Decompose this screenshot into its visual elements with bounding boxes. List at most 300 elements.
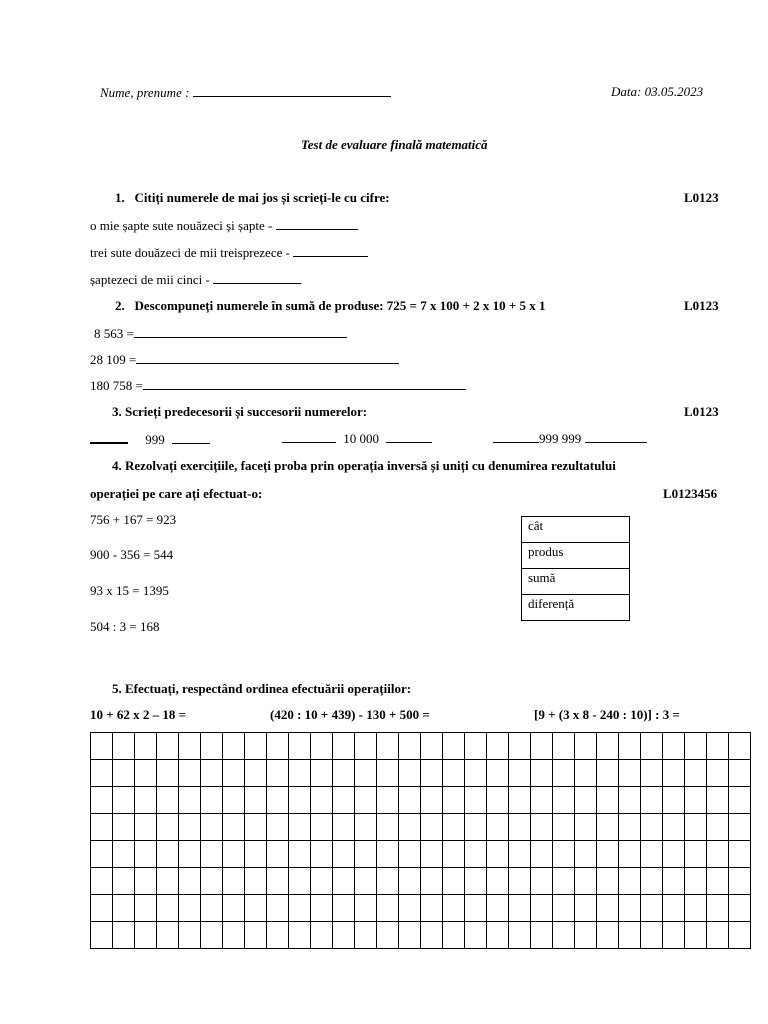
q1-number: 1.	[115, 190, 125, 205]
grid-cell[interactable]	[355, 841, 377, 868]
grid-cell[interactable]	[311, 868, 333, 895]
grid-cell[interactable]	[619, 841, 641, 868]
grid-cell[interactable]	[179, 733, 201, 760]
grid-cell[interactable]	[399, 895, 421, 922]
grid-cell[interactable]	[553, 895, 575, 922]
answer-blank[interactable]	[134, 325, 347, 338]
grid-cell[interactable]	[487, 841, 509, 868]
grid-cell[interactable]	[223, 787, 245, 814]
grid-cell[interactable]	[113, 868, 135, 895]
grid-cell[interactable]	[91, 814, 113, 841]
grid-cell[interactable]	[377, 733, 399, 760]
grid-cell[interactable]	[575, 922, 597, 949]
grid-cell[interactable]	[289, 787, 311, 814]
grid-cell[interactable]	[619, 733, 641, 760]
grid-cell[interactable]	[245, 787, 267, 814]
grid-cell[interactable]	[399, 922, 421, 949]
grid-cell[interactable]	[641, 760, 663, 787]
result-name-cat[interactable]: cât	[522, 517, 630, 543]
grid-cell[interactable]	[443, 868, 465, 895]
grid-cell[interactable]	[333, 787, 355, 814]
q4-code: L0123456	[663, 486, 718, 501]
grid-cell[interactable]	[443, 760, 465, 787]
grid-cell[interactable]	[355, 733, 377, 760]
work-grid[interactable]	[90, 732, 751, 949]
successor-blank[interactable]	[585, 430, 647, 443]
grid-cell[interactable]	[685, 733, 707, 760]
grid-cell[interactable]	[377, 868, 399, 895]
grid-cell[interactable]	[223, 814, 245, 841]
grid-cell[interactable]	[157, 868, 179, 895]
grid-cell[interactable]	[355, 760, 377, 787]
grid-cell[interactable]	[663, 787, 685, 814]
grid-row	[91, 814, 751, 841]
grid-cell[interactable]	[201, 841, 223, 868]
grid-cell[interactable]	[267, 760, 289, 787]
grid-cell[interactable]	[685, 760, 707, 787]
grid-cell[interactable]	[377, 814, 399, 841]
grid-cell[interactable]	[685, 787, 707, 814]
grid-cell[interactable]	[663, 814, 685, 841]
grid-cell[interactable]	[355, 787, 377, 814]
grid-cell[interactable]	[553, 760, 575, 787]
grid-cell[interactable]	[421, 895, 443, 922]
grid-cell[interactable]	[135, 841, 157, 868]
q3-code: L0123	[684, 404, 719, 419]
grid-cell[interactable]	[597, 814, 619, 841]
q5-expression-2: (420 : 10 + 439) - 130 + 500 =	[270, 707, 430, 722]
name-label: Nume, prenume :	[100, 85, 190, 100]
grid-cell[interactable]	[245, 733, 267, 760]
grid-cell[interactable]	[575, 895, 597, 922]
grid-cell[interactable]	[289, 841, 311, 868]
q1-item-3: șaptezeci de mii cinci -	[90, 271, 301, 288]
q3-row-1: 999	[90, 430, 210, 448]
grid-cell[interactable]	[487, 733, 509, 760]
q2-item-2: 28 109 =	[90, 351, 399, 368]
grid-cell[interactable]	[707, 868, 729, 895]
grid-cell[interactable]	[553, 733, 575, 760]
q4-heading-line1: 4. Rezolvați exercițiile, faceți proba prin operația inversă și uniți cu denumirea rezultatului	[112, 458, 616, 473]
grid-cell[interactable]	[575, 814, 597, 841]
grid-cell[interactable]	[487, 868, 509, 895]
grid-cell[interactable]	[245, 841, 267, 868]
grid-cell[interactable]	[663, 868, 685, 895]
grid-cell[interactable]	[619, 868, 641, 895]
grid-cell[interactable]	[421, 760, 443, 787]
grid-cell[interactable]	[597, 895, 619, 922]
grid-cell[interactable]	[289, 922, 311, 949]
grid-cell[interactable]	[597, 760, 619, 787]
answer-blank[interactable]	[213, 271, 301, 284]
grid-cell[interactable]	[91, 895, 113, 922]
grid-cell[interactable]	[289, 733, 311, 760]
grid-cell[interactable]	[465, 760, 487, 787]
grid-cell[interactable]	[135, 814, 157, 841]
grid-cell[interactable]	[729, 760, 751, 787]
grid-cell[interactable]	[619, 787, 641, 814]
grid-cell[interactable]	[157, 895, 179, 922]
grid-cell[interactable]	[663, 760, 685, 787]
predecessor-blank[interactable]	[90, 430, 128, 444]
grid-row	[91, 841, 751, 868]
grid-cell[interactable]	[707, 922, 729, 949]
grid-cell[interactable]	[663, 922, 685, 949]
grid-cell[interactable]	[113, 841, 135, 868]
grid-cell[interactable]	[663, 733, 685, 760]
grid-cell[interactable]	[333, 760, 355, 787]
grid-cell[interactable]	[311, 760, 333, 787]
q5-expression-3: [9 + (3 x 8 - 240 : 10)] : 3 =	[534, 707, 680, 722]
grid-cell[interactable]	[91, 733, 113, 760]
grid-cell[interactable]	[729, 841, 751, 868]
grid-cell[interactable]	[707, 841, 729, 868]
grid-cell[interactable]	[575, 733, 597, 760]
grid-cell[interactable]	[355, 922, 377, 949]
grid-cell[interactable]	[113, 733, 135, 760]
grid-cell[interactable]	[487, 895, 509, 922]
grid-cell[interactable]	[311, 787, 333, 814]
grid-cell[interactable]	[355, 895, 377, 922]
grid-row	[91, 733, 751, 760]
q4-equation-4: 504 : 3 = 168	[90, 619, 160, 634]
grid-row	[91, 922, 751, 949]
q1-heading-text: Citiți numerele de mai jos și scrieți-le cu cifre:	[134, 190, 390, 205]
q3-row-2: 10 000	[282, 430, 432, 447]
grid-cell[interactable]	[223, 922, 245, 949]
grid-cell[interactable]	[707, 760, 729, 787]
grid-cell[interactable]	[575, 787, 597, 814]
grid-cell[interactable]	[421, 814, 443, 841]
grid-cell[interactable]	[135, 760, 157, 787]
grid-cell[interactable]	[201, 868, 223, 895]
grid-cell[interactable]	[509, 787, 531, 814]
grid-cell[interactable]	[729, 787, 751, 814]
grid-cell[interactable]	[289, 895, 311, 922]
result-name-suma[interactable]: sumă	[522, 569, 630, 595]
grid-cell[interactable]	[641, 922, 663, 949]
grid-cell[interactable]	[113, 787, 135, 814]
grid-cell[interactable]	[641, 868, 663, 895]
grid-cell[interactable]	[179, 787, 201, 814]
grid-cell[interactable]	[553, 868, 575, 895]
grid-cell[interactable]	[641, 895, 663, 922]
q2-heading	[115, 298, 546, 314]
grid-cell[interactable]	[531, 868, 553, 895]
grid-cell[interactable]	[245, 760, 267, 787]
grid-cell[interactable]	[685, 922, 707, 949]
q3-row-3: 999 999	[493, 430, 647, 447]
successor-blank[interactable]	[386, 430, 432, 443]
grid-cell[interactable]	[223, 733, 245, 760]
result-name-diferenta[interactable]: diferență	[522, 595, 630, 621]
grid-cell[interactable]	[267, 868, 289, 895]
grid-cell[interactable]	[531, 895, 553, 922]
grid-cell[interactable]	[509, 733, 531, 760]
grid-cell[interactable]	[531, 814, 553, 841]
grid-cell[interactable]	[729, 895, 751, 922]
q2-heading-text: Descompuneți numerele în sumă de produse: 725 = 7 x 100 + 2 x 10 + 5 x 1	[134, 298, 546, 313]
grid-cell[interactable]	[377, 787, 399, 814]
grid-cell[interactable]	[157, 841, 179, 868]
grid-cell[interactable]	[443, 787, 465, 814]
q4-equation-2: 900 - 356 = 544	[90, 547, 174, 562]
grid-cell[interactable]	[685, 868, 707, 895]
grid-cell[interactable]	[443, 922, 465, 949]
grid-cell[interactable]	[729, 814, 751, 841]
predecessor-blank[interactable]	[282, 430, 336, 443]
grid-cell[interactable]	[531, 922, 553, 949]
grid-cell[interactable]	[509, 841, 531, 868]
grid-cell[interactable]	[421, 787, 443, 814]
grid-cell[interactable]	[663, 841, 685, 868]
grid-cell[interactable]	[553, 922, 575, 949]
grid-cell[interactable]	[619, 760, 641, 787]
grid-cell[interactable]	[201, 895, 223, 922]
grid-cell[interactable]	[311, 895, 333, 922]
grid-cell[interactable]	[399, 841, 421, 868]
grid-cell[interactable]	[91, 868, 113, 895]
grid-cell[interactable]	[91, 922, 113, 949]
grid-cell[interactable]	[685, 814, 707, 841]
grid-cell[interactable]	[267, 733, 289, 760]
answer-blank[interactable]	[276, 217, 358, 230]
grid-cell[interactable]	[113, 814, 135, 841]
grid-cell[interactable]	[619, 814, 641, 841]
grid-cell[interactable]	[399, 814, 421, 841]
q2-item-3: 180 758 =	[90, 377, 466, 394]
grid-cell[interactable]	[707, 733, 729, 760]
grid-cell[interactable]	[597, 787, 619, 814]
grid-cell[interactable]	[311, 922, 333, 949]
grid-cell[interactable]	[135, 787, 157, 814]
grid-cell[interactable]	[179, 868, 201, 895]
grid-cell[interactable]	[179, 760, 201, 787]
grid-cell[interactable]	[201, 922, 223, 949]
grid-cell[interactable]	[289, 760, 311, 787]
grid-cell[interactable]	[421, 922, 443, 949]
grid-cell[interactable]	[619, 895, 641, 922]
grid-cell[interactable]	[223, 841, 245, 868]
grid-cell[interactable]	[311, 733, 333, 760]
grid-cell[interactable]	[245, 895, 267, 922]
grid-cell[interactable]	[465, 787, 487, 814]
grid-cell[interactable]	[377, 760, 399, 787]
grid-cell[interactable]	[201, 787, 223, 814]
grid-cell[interactable]	[465, 814, 487, 841]
grid-cell[interactable]	[355, 868, 377, 895]
grid-cell[interactable]	[641, 841, 663, 868]
grid-cell[interactable]	[245, 922, 267, 949]
grid-cell[interactable]	[553, 841, 575, 868]
grid-cell[interactable]	[597, 922, 619, 949]
grid-cell[interactable]	[685, 895, 707, 922]
grid-cell[interactable]	[729, 868, 751, 895]
predecessor-blank[interactable]	[493, 430, 539, 443]
grid-cell[interactable]	[641, 814, 663, 841]
q2-item-1: 8 563 =	[94, 325, 347, 342]
grid-cell[interactable]	[179, 895, 201, 922]
grid-cell[interactable]	[531, 733, 553, 760]
grid-cell[interactable]	[465, 868, 487, 895]
grid-cell[interactable]	[223, 760, 245, 787]
grid-cell[interactable]	[311, 814, 333, 841]
grid-cell[interactable]	[421, 841, 443, 868]
grid-cell[interactable]	[333, 922, 355, 949]
grid-cell[interactable]	[509, 814, 531, 841]
grid-cell[interactable]	[399, 868, 421, 895]
grid-cell[interactable]	[509, 868, 531, 895]
grid-cell[interactable]	[135, 733, 157, 760]
grid-cell[interactable]	[223, 868, 245, 895]
grid-cell[interactable]	[509, 895, 531, 922]
grid-cell[interactable]	[201, 760, 223, 787]
grid-cell[interactable]	[157, 814, 179, 841]
grid-cell[interactable]	[311, 841, 333, 868]
grid-cell[interactable]	[597, 868, 619, 895]
grid-cell[interactable]	[421, 733, 443, 760]
grid-cell[interactable]	[333, 814, 355, 841]
q1-code: L0123	[684, 190, 719, 205]
grid-cell[interactable]	[685, 841, 707, 868]
grid-cell[interactable]	[531, 841, 553, 868]
grid-cell[interactable]	[113, 760, 135, 787]
grid-cell[interactable]	[509, 760, 531, 787]
grid-cell[interactable]	[553, 787, 575, 814]
grid-cell[interactable]	[707, 895, 729, 922]
grid-cell[interactable]	[531, 787, 553, 814]
grid-cell[interactable]	[729, 922, 751, 949]
grid-cell[interactable]	[179, 814, 201, 841]
grid-cell[interactable]	[553, 814, 575, 841]
grid-cell[interactable]	[575, 760, 597, 787]
grid-cell[interactable]	[443, 895, 465, 922]
grid-cell[interactable]	[399, 787, 421, 814]
grid-cell[interactable]	[245, 814, 267, 841]
grid-cell[interactable]	[223, 895, 245, 922]
grid-cell[interactable]	[465, 733, 487, 760]
q5-heading: 5. Efectuați, respectând ordinea efectuării operațiilor:	[112, 681, 412, 696]
grid-cell[interactable]	[245, 868, 267, 895]
grid-cell[interactable]	[465, 841, 487, 868]
grid-cell[interactable]	[157, 733, 179, 760]
q3-heading: 3. Scrieți predecesorii și succesorii numerelor:	[112, 404, 368, 419]
grid-cell[interactable]	[179, 922, 201, 949]
grid-row	[91, 868, 751, 895]
grid-cell[interactable]	[465, 922, 487, 949]
grid-cell[interactable]	[641, 787, 663, 814]
grid-cell[interactable]	[157, 787, 179, 814]
grid-cell[interactable]	[267, 841, 289, 868]
test-title: Test de evaluare finală matematică	[301, 137, 488, 152]
grid-cell[interactable]	[179, 841, 201, 868]
date-label: Data: 03.05.2023	[611, 84, 704, 99]
grid-cell[interactable]	[443, 733, 465, 760]
grid-cell[interactable]	[333, 841, 355, 868]
grid-cell[interactable]	[267, 814, 289, 841]
grid-cell[interactable]	[135, 922, 157, 949]
grid-cell[interactable]	[267, 895, 289, 922]
grid-cell[interactable]	[443, 841, 465, 868]
grid-cell[interactable]	[91, 841, 113, 868]
grid-cell[interactable]	[201, 733, 223, 760]
grid-cell[interactable]	[663, 895, 685, 922]
q2-code: L0123	[684, 298, 719, 313]
grid-cell[interactable]	[157, 922, 179, 949]
grid-cell[interactable]	[201, 814, 223, 841]
grid-cell[interactable]	[487, 760, 509, 787]
q4-equation-3: 93 x 15 = 1395	[90, 583, 169, 598]
grid-cell[interactable]	[135, 895, 157, 922]
q4-equation-1: 756 + 167 = 923	[90, 512, 177, 527]
grid-cell[interactable]	[487, 787, 509, 814]
grid-cell[interactable]	[619, 922, 641, 949]
grid-cell[interactable]	[377, 895, 399, 922]
grid-cell[interactable]	[377, 841, 399, 868]
grid-cell[interactable]	[399, 733, 421, 760]
grid-cell[interactable]	[289, 868, 311, 895]
grid-cell[interactable]	[575, 868, 597, 895]
grid-cell[interactable]	[333, 895, 355, 922]
grid-cell[interactable]	[443, 814, 465, 841]
grid-cell[interactable]	[135, 868, 157, 895]
grid-cell[interactable]	[641, 733, 663, 760]
grid-cell[interactable]	[597, 841, 619, 868]
grid-cell[interactable]	[157, 760, 179, 787]
grid-cell[interactable]	[531, 760, 553, 787]
grid-cell[interactable]	[267, 787, 289, 814]
grid-row	[91, 895, 751, 922]
grid-cell[interactable]	[333, 733, 355, 760]
grid-cell[interactable]	[707, 814, 729, 841]
grid-row	[91, 760, 751, 787]
grid-cell[interactable]	[575, 841, 597, 868]
answer-blank[interactable]	[293, 244, 368, 257]
name-line	[100, 84, 391, 101]
grid-cell[interactable]	[267, 922, 289, 949]
name-blank[interactable]	[193, 84, 391, 97]
grid-cell[interactable]	[509, 922, 531, 949]
grid-cell[interactable]	[113, 922, 135, 949]
q1-item-1: o mie șapte sute nouăzeci și șapte -	[90, 217, 358, 234]
grid-cell[interactable]	[487, 922, 509, 949]
grid-cell[interactable]	[289, 814, 311, 841]
answer-blank[interactable]	[136, 351, 399, 364]
grid-cell[interactable]	[91, 760, 113, 787]
grid-cell[interactable]	[729, 733, 751, 760]
q1-heading	[115, 190, 390, 206]
grid-cell[interactable]	[113, 895, 135, 922]
successor-blank[interactable]	[172, 431, 210, 444]
grid-cell[interactable]	[355, 814, 377, 841]
operation-names-table	[521, 516, 630, 621]
grid-cell[interactable]	[487, 814, 509, 841]
answer-blank[interactable]	[143, 377, 466, 390]
grid-cell[interactable]	[377, 922, 399, 949]
grid-cell[interactable]	[333, 868, 355, 895]
grid-cell[interactable]	[399, 760, 421, 787]
q5-expression-1: 10 + 62 x 2 – 18 =	[90, 707, 187, 722]
grid-cell[interactable]	[465, 895, 487, 922]
grid-row	[91, 787, 751, 814]
grid-cell[interactable]	[597, 733, 619, 760]
grid-cell[interactable]	[421, 868, 443, 895]
grid-cell[interactable]	[91, 787, 113, 814]
q4-heading-line2: operației pe care ați efectuat-o:	[90, 486, 263, 501]
result-name-produs[interactable]: produs	[522, 543, 630, 569]
q1-item-2: trei sute douăzeci de mii treisprezece -	[90, 244, 368, 261]
grid-cell[interactable]	[707, 787, 729, 814]
